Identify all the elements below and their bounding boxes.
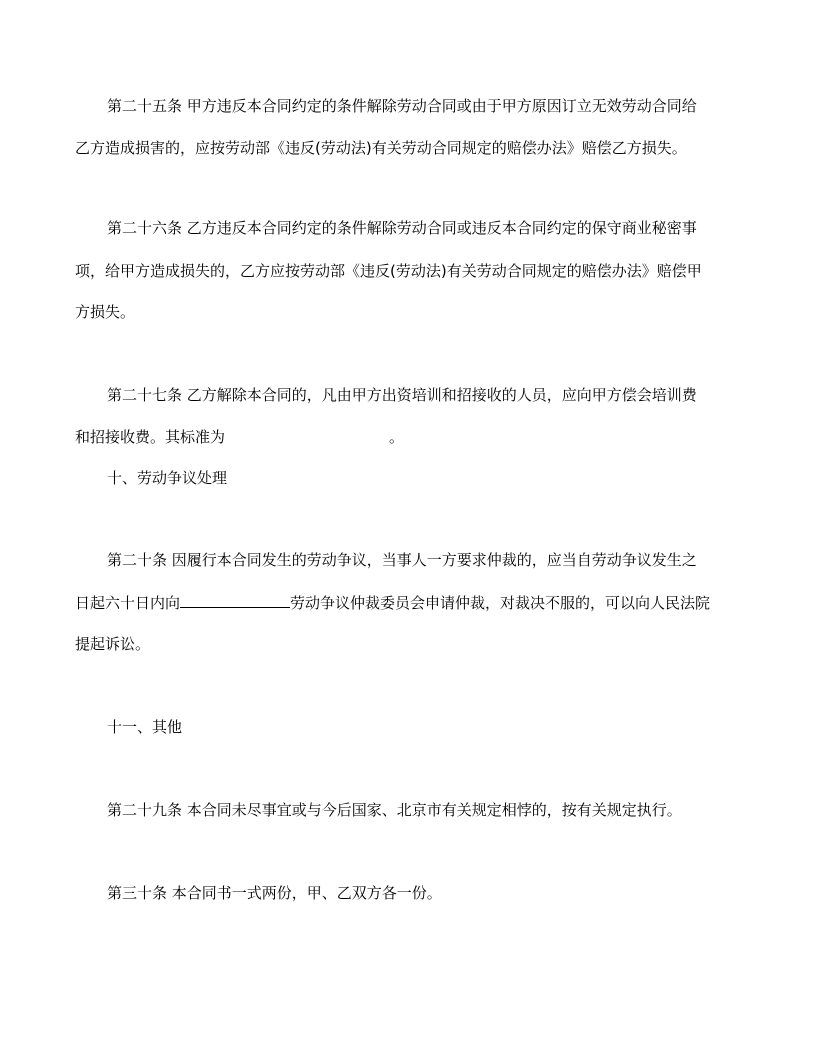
article-27-line-1: 第二十七条 乙方解除本合同的，凡由甲方出资培训和招接收的人员，应向甲方偿会培训费: [107, 386, 697, 404]
article-25-line-2: 乙方造成损害的，应按劳动部《违反(劳动法)有关劳动合同规定的赔偿办法》赔偿乙方损失。: [75, 139, 687, 157]
article-28-line-2: [75, 593, 755, 613]
article-26-line-1: 第二十六条 乙方违反本合同约定的条件解除劳动合同或违反本合同约定的保守商业秘密事: [107, 219, 697, 237]
article-27-line-2: [75, 427, 755, 447]
article-28-line-3: 提起诉讼。: [75, 635, 151, 653]
section-10-heading: 十、劳动争议处理: [107, 469, 228, 487]
article-25-line-1: 第二十五条 甲方违反本合同约定的条件解除劳动合同或由于甲方原因订立无效劳动合同给: [107, 97, 697, 115]
article-26-line-3: 方损失。: [75, 303, 136, 321]
article-30-line-1: 第三十条 本合同书一式两份，甲、乙双方各一份。: [107, 884, 442, 902]
section-11-heading: 十一、其他: [107, 718, 183, 736]
arbitration-committee-blank-field[interactable]: [180, 593, 290, 608]
article-26-line-2: 项，给甲方造成损失的，乙方应按劳动部《违反(劳动法)有关劳动合同规定的赔偿办法》赔偿甲: [75, 262, 702, 280]
article-27-line-2-end: 。: [389, 428, 405, 446]
article-28-line-2-end: 劳动争议仲裁委员会申请仲裁，对裁决不服的，可以向人民法院: [290, 594, 711, 612]
article-28-line-2-start: 日起六十日内向: [75, 594, 181, 612]
article-27-standard-label: 和招接收费。其标准为: [75, 428, 226, 446]
article-28-line-1: 第二十条 因履行本合同发生的劳动争议，当事人一方要求仲裁的，应当自劳动争议发生之: [107, 551, 697, 569]
article-29-line-1: 第二十九条 本合同未尽事宜或与今后国家、北京市有关规定相悖的，按有关规定执行。: [107, 801, 682, 819]
